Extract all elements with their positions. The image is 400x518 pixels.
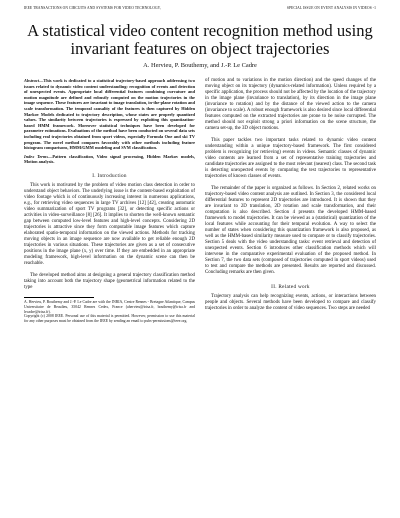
section-heading-introduction: I. Introduction: [92, 172, 127, 179]
two-column-body: [24, 78, 376, 324]
index-terms-text: —Pattern classification, Video signal processing, Hidden Markov models, Motion analysis.: [24, 153, 195, 165]
intro-paragraph-3: of motion and to variations in the motion direction) and the speed changes of the moving object on its trajectory (dynamics-related information). Unless required by a specific application, the process should not be affected by the location of the trajectory in the image plane (invariance to translation), by its direction in the image plane (invariance to rotation) and by the distance of the viewed action to the camera (invariance to scale). A robust enough framework is also desired since local differential features computed on the extracted trajectories are prone to be noise corrupted. The method should not exploit strong a priori information on the scene structure, the camera set-up, the 3D object motions.: [205, 78, 376, 131]
footnote-divider: [24, 297, 94, 298]
abstract: [24, 78, 195, 151]
footnote-copyright: Copyright (c) 2008 IEEE. Personal use of this material is permitted. However, permission to use this material for any other purposes must be obtained from the IEEE by sending an email to pubs-permissions@ieee.org.: [24, 314, 195, 324]
section-heading-related-work: II. Related work: [271, 284, 310, 290]
intro-paragraph-4: This paper tackles two important tasks related to dynamic video content understanding within a unique trajectory-based framework. The first considered problem is recognizing (or retrieving) events in videos. Semantic classes of dynamic video contents are learned from a set of representative training trajectories and candidate trajectories are assigned to the most relevant (nearest) class. The second task is detecting unexpected events by comparing the test trajectories to representative trajectories of known classes of events.: [205, 138, 376, 179]
abstract-text: —This work is dedicated to a statistical trajectory-based approach addressing two issues related to dynamic video content understanding: recognition of events and detection of unexpected events. Appropriate local differential features combining curvature and motion magnitude are defined and robustly computed on the motion trajectories in the image sequence. These features are invariant to image translation, in-the-plane rotation and scale transformation. The temporal causality of the features is then captured by Hidden Markov Models dedicated to trajectory description, whose states are properly quantized values. The similarity between trajectories is expressed by exploiting this quantization-based HMM framework. Moreover statistical techniques have been developed for parameter estimations. Evaluations of the method have been conducted on several data sets including real trajectories obtained from sport videos, especially Formula One and ski TV program. The novel method compares favorably with other methods including feature histogram comparisons, HMM/GMM modeling and SVM classification.: [24, 78, 195, 151]
related-work-paragraph-1: Trajectory analysis can help recognizing events, actions, or interactions between people and objects. Several methods have been developed to compare and classify trajectories in order to analyze the content of video sequences. Two steps are needed: [205, 294, 376, 311]
index-terms: [24, 154, 195, 165]
paper-title: A statistical video content recognition method using invariant features on object trajectories: [27, 21, 373, 58]
running-header-right: SPECIAL ISSUE ON EVENT ANALYSIS IN VIDEOS -1: [286, 6, 376, 10]
intro-paragraph-5: The remainder of the paper is organized as follows. In Section 2, related works on trajectory-based video content analysis are outlined. In Section 3, the considered local differential features to represent 2D trajectories are introduced. It is shown that they are invariant to 2D translation, 2D rotation and scale transformation, and their computation is also described. Section 4 presents the developed HMM-based framework to model trajectories. It can be viewed as a (statistical) quantization of the local features while accounting for their temporal evolution. A way to select the number of states when considering this quantization framework is also proposed, as well as the HMM-based similarity measure used to compare or to classify trajectories. Section 5 deals with the video understanding tasks: event retrieval and detection of unexpected events. Section 6 introduces other classification methods which will intervene in the comparative experimental evaluation of the proposed method. In Section 7, the two data sets (composed of trajectories computed in sport videos) used to test and compare the methods are presented. Results are reported and discussed. Concluding remarks are then given.: [205, 186, 376, 275]
paper-authors: A. Hervieu, P. Bouthemy, and J.-P. Le Cadre: [143, 62, 257, 69]
left-column: [24, 78, 195, 324]
right-column: [205, 78, 376, 312]
running-header: [24, 6, 376, 10]
index-terms-lead: Index Terms: [24, 153, 49, 159]
footnote-affiliation: A. Hervieu, P. Bouthemy and J.-P. Le Cadre are with the INRIA, Centre Rennes - Bretagne Atlantique, Campus Universitaire de Beaulieu, 35042 Rennes Cedex, France (ahervieu@irisa.fr, bouthemy@irisa.fr and lecadre@irisa.fr).: [24, 299, 195, 314]
intro-paragraph-2: The developed method aims at designing a general trajectory classification method taking into account both the trajectory shape (geometrical information related to the type: [24, 272, 195, 290]
running-header-left: IEEE TRANSACTIONS ON CIRCUITS AND SYSTEMS FOR VIDEO TECHNOLOGY,: [24, 6, 161, 10]
abstract-lead: Abstract: [24, 78, 39, 83]
intro-paragraph-1: This work is motivated by the problem of video motion class detection in order to understand object behaviors. The underlying issue is the content-based exploitation of video footage which is of continuously increasing interest in numerous applications, e.g., for retrieving video sequences in large TV archives [12] [42], creating automatic video summarization of sport TV programs [32], or detecting specific actions or activities in video-surveillance [8] [26]. It implies to shorten the well-known semantic gap between computed low-level features and high-level concepts. Considering 2D trajectories is attractive since they form computable image features which capture elaborated spatio-temporal information on the viewed actions. Methods for tracking moving objects in an image sequence are now available to get reliable enough 2D trajectories in various situations. These trajectories are given as a set of consecutive positions in the image plane (x, y) over time. If they are embedded in an appropriate modeling framework, high-level information on the dynamic scene can then be reachable.: [24, 182, 195, 266]
